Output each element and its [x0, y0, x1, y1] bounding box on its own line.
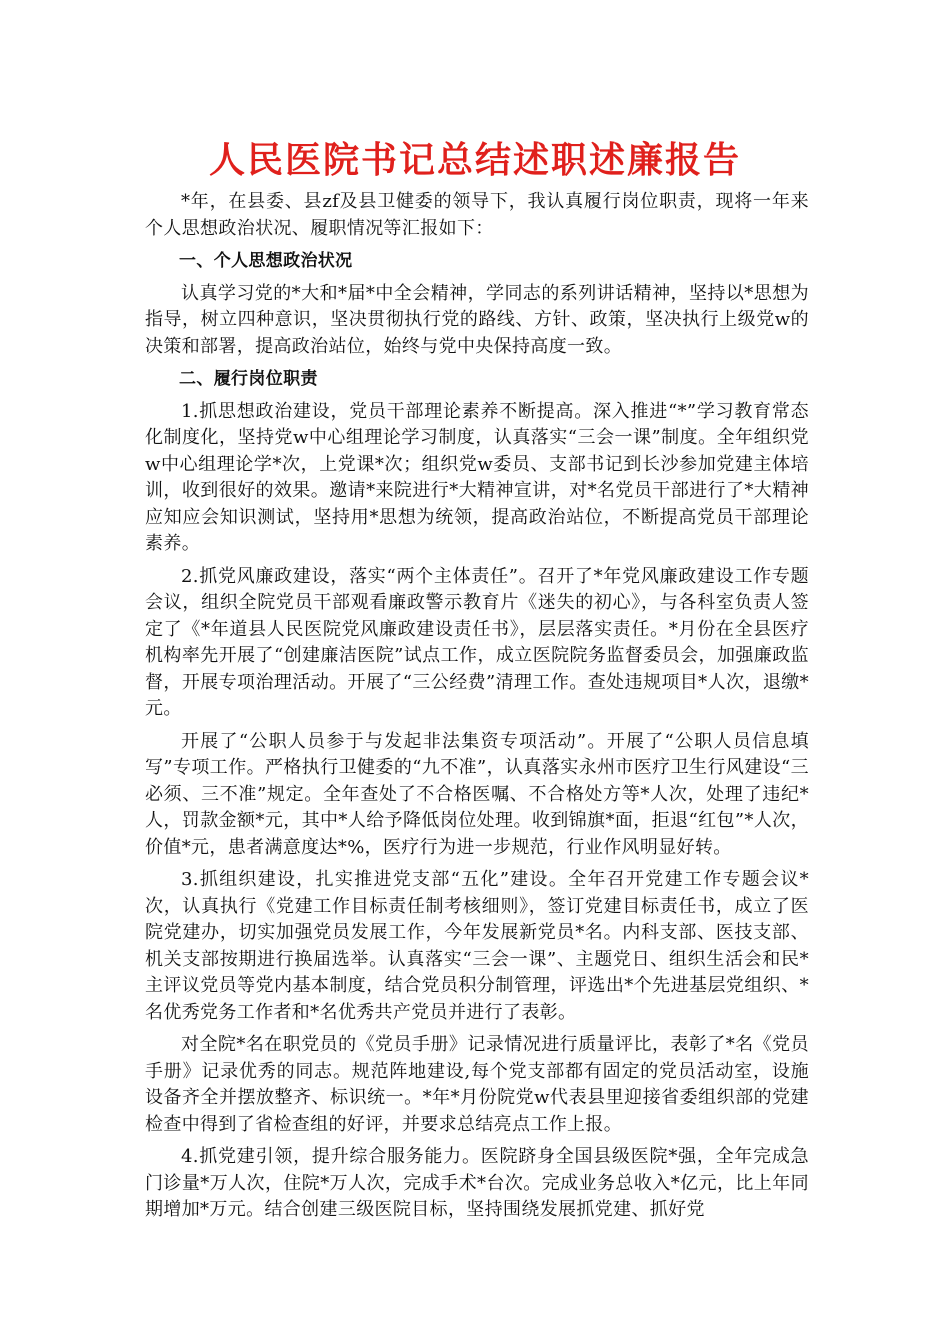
document-body — [145, 189, 809, 1230]
paragraph: 3.抓组织建设，扎实推进党支部“五化”建设。全年召开党建工作专题会议*次，认真执行《党建工作目标责任制考核细则》，签订党建目标责任书，成立了医院党建办，切实加强党员发展工作，今年发展新党员*名。内科支部、医技支部、机关支部按期进行换届选举。认真落实“三会一课”、主题党日、组织生活会和民*主评议党员等党内基本制度，结合党员积分制管理，评选出*个先进基层党组织、*名优秀党务工作者和*名优秀共产党员并进行了表彰。 — [145, 869, 809, 1023]
paragraph: 4.抓党建引领，提升综合服务能力。医院跻身全国县级医院*强，全年完成急门诊量*万人次，住院*万人次，完成手术*台次。完成业务总收入*亿元，比上年同期增加*万元。结合创建三级医院目标，坚持围绕发展抓党建、抓好党 — [145, 1146, 809, 1220]
paragraph: 2.抓党风廉政建设，落实“两个主体责任”。召开了*年党风廉政建设工作专题会议，组织全院党员干部观看廉政警示教育片《迷失的初心》，与各科室负责人签定了《*年道县人民医院党风廉政建设责任书》，层层落实责任。*月份在全县医疗机构率先开展了“创建廉洁医院”试点工作，成立医院院务监督委员会，加强廉政监督，开展专项治理活动。开展了“三公经费”清理工作。查处违规项目*人次，退缴*元。 — [145, 565, 809, 719]
paragraph: 认真学习党的*大和*届*中全会精神，学同志的系列讲话精神，坚持以*思想为指导，树立四种意识，坚决贯彻执行党的路线、方针、政策，坚决执行上级党w的决策和部署，提高政治站位，始终与党中央保持高度一致。 — [145, 282, 809, 357]
paragraph: 对全院*名在职党员的《党员手册》记录情况进行质量评比，表彰了*名《党员手册》记录优秀的同志。规范阵地建设,每个党支部都有固定的党员活动室，设施设备齐全并摆放整齐、标识统一。*年*月份院党w代表县里迎接省委组织部的党建检查中得到了省检查组的好评，并要求总结亮点工作上报。 — [145, 1034, 809, 1135]
paragraph: 1.抓思想政治建设，党员干部理论素养不断提高。深入推进“*”学习教育常态化制度化，坚持党w中心组理论学习制度，认真落实“三会一课”制度。全年组织党w中心组理论学*次，上党课*次；组织党w委员、支部书记到长沙参加党建主体培训，收到很好的效果。邀请*来院进行*大精神宣讲，对*名党员干部进行了*大精神应知应会知识测试，坚持用*思想为统领，提高政治站位，不断提高党员干部理论素养。 — [145, 400, 809, 554]
paragraph: 开展了“公职人员参于与发起非法集资专项活动”。开展了“公职人员信息填写”专项工作。严格执行卫健委的“九不准”，认真落实永州市医疗卫生行风建设“三必须、三不准”规定。全年查处了不合格医嘱、不合格处方等*人次，处理了违纪*人，罚款金额*元，其中*人给予降低岗位处理。收到锦旗*面，拒退“红包”*人次，价值*元，患者满意度达*%，医疗行为进一步规范，行业作风明显好转。 — [145, 730, 809, 858]
intro-paragraph: *年，在县委、县zf及县卫健委的领导下，我认真履行岗位职责，现将一年来个人思想政治状况、履职情况等汇报如下： — [145, 191, 809, 239]
section-heading-political-status: 一、个人思想政治状况 — [179, 251, 353, 271]
section-heading-duties: 二、履行岗位职责 — [179, 369, 318, 389]
document-title: 人民医院书记总结述职述廉报告 — [208, 139, 741, 181]
